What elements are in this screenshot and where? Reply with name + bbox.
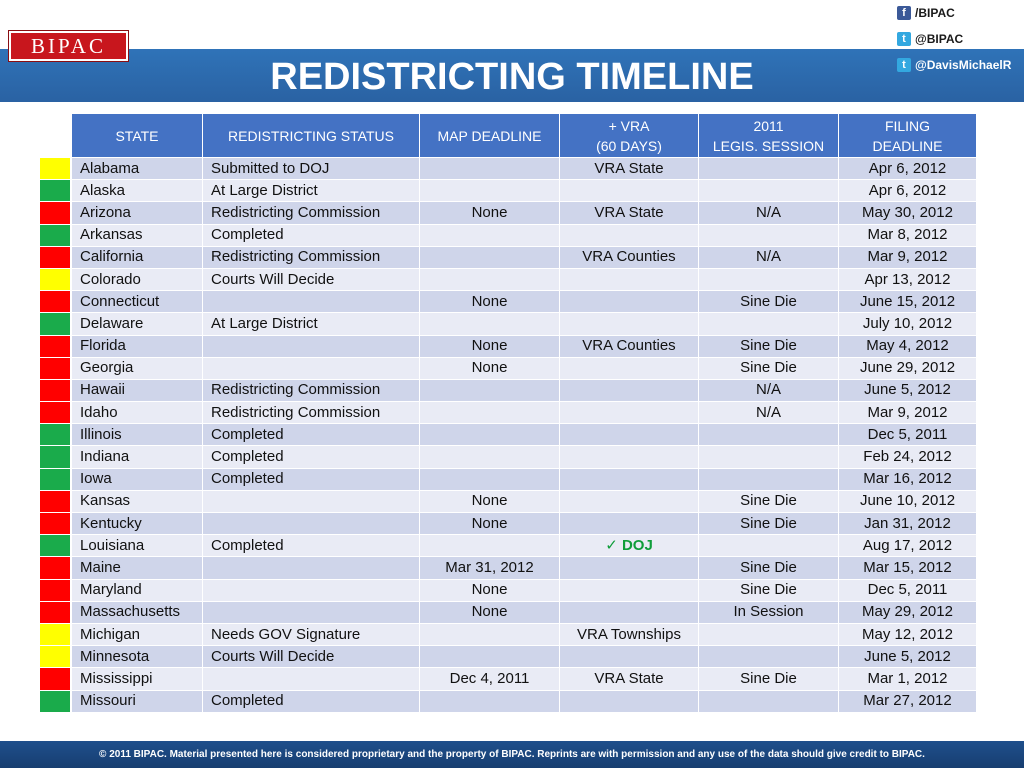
status-indicator-green — [40, 313, 70, 335]
cell-map-deadline — [420, 690, 560, 712]
cell-map-deadline — [420, 180, 560, 202]
cell-vra — [560, 313, 699, 335]
footer-copyright: © 2011 BIPAC. Material presented here is considered proprietary and the property of BIPAC. Reprints are with permission and any use of the data should give credit to BIPAC. — [0, 741, 1024, 768]
status-indicator-column — [40, 158, 70, 713]
cell-map-deadline — [420, 268, 560, 290]
cell-state: Hawaii — [72, 379, 203, 401]
cell-state: Colorado — [72, 268, 203, 290]
cell-filing-deadline: Mar 16, 2012 — [839, 468, 977, 490]
cell-map-deadline: None — [420, 291, 560, 313]
cell-state: Connecticut — [72, 291, 203, 313]
header-filing-line1: FILING — [884, 117, 931, 134]
cell-legis-session: Sine Die — [699, 557, 839, 579]
table-row — [72, 579, 977, 601]
cell-state: Georgia — [72, 357, 203, 379]
status-indicator-green — [40, 446, 70, 468]
status-indicator-red — [40, 358, 70, 380]
header-filing-line2: DEADLINE — [872, 137, 943, 154]
status-indicator-red — [40, 402, 70, 424]
cell-legis-session — [699, 646, 839, 668]
status-indicator-green — [40, 424, 70, 446]
social-facebook-label: /BIPAC — [915, 6, 955, 20]
social-facebook[interactable] — [897, 4, 955, 22]
cell-filing-deadline: Mar 9, 2012 — [839, 246, 977, 268]
status-indicator-red — [40, 668, 70, 690]
cell-legis-session — [699, 180, 839, 202]
cell-filing-deadline: Aug 17, 2012 — [839, 535, 977, 557]
cell-filing-deadline: Dec 5, 2011 — [839, 579, 977, 601]
table-row — [72, 335, 977, 357]
table-row — [72, 158, 977, 180]
table-row — [72, 535, 977, 557]
cell-map-deadline — [420, 468, 560, 490]
cell-legis-session: Sine Die — [699, 513, 839, 535]
cell-status: Completed — [203, 468, 420, 490]
status-indicator-green — [40, 691, 70, 713]
cell-status — [203, 557, 420, 579]
header-status: REDISTRICTING STATUS — [203, 114, 420, 158]
cell-legis-session — [699, 468, 839, 490]
table-row — [72, 379, 977, 401]
cell-status — [203, 490, 420, 512]
table-row — [72, 424, 977, 446]
cell-status: Completed — [203, 446, 420, 468]
cell-vra — [560, 402, 699, 424]
cell-state: Maryland — [72, 579, 203, 601]
cell-filing-deadline: Dec 5, 2011 — [839, 424, 977, 446]
cell-state: Missouri — [72, 690, 203, 712]
cell-state: Kansas — [72, 490, 203, 512]
cell-legis-session — [699, 313, 839, 335]
cell-status — [203, 335, 420, 357]
status-indicator-red — [40, 291, 70, 313]
cell-filing-deadline: May 30, 2012 — [839, 202, 977, 224]
cell-map-deadline: None — [420, 357, 560, 379]
cell-legis-session — [699, 446, 839, 468]
cell-legis-session — [699, 690, 839, 712]
status-indicator-red — [40, 557, 70, 579]
cell-vra — [560, 224, 699, 246]
cell-vra — [560, 490, 699, 512]
cell-filing-deadline: May 29, 2012 — [839, 601, 977, 623]
header-filing-deadline — [839, 114, 977, 158]
cell-filing-deadline: Mar 15, 2012 — [839, 557, 977, 579]
cell-legis-session — [699, 158, 839, 180]
table-row — [72, 668, 977, 690]
cell-state: Alabama — [72, 158, 203, 180]
cell-state: Kentucky — [72, 513, 203, 535]
cell-state: Louisiana — [72, 535, 203, 557]
cell-state: Arkansas — [72, 224, 203, 246]
cell-legis-session — [699, 424, 839, 446]
status-indicator-green — [40, 535, 70, 557]
cell-filing-deadline: Mar 9, 2012 — [839, 402, 977, 424]
status-indicator-green — [40, 225, 70, 247]
cell-legis-session — [699, 224, 839, 246]
cell-status: Completed — [203, 690, 420, 712]
twitter-icon: t — [897, 32, 911, 46]
cell-filing-deadline: May 12, 2012 — [839, 623, 977, 645]
table-row — [72, 246, 977, 268]
cell-map-deadline — [420, 379, 560, 401]
cell-vra — [560, 180, 699, 202]
status-indicator-red — [40, 336, 70, 358]
cell-map-deadline — [420, 313, 560, 335]
page-title: REDISTRICTING TIMELINE — [270, 56, 754, 98]
table-row — [72, 268, 977, 290]
status-indicator-yellow — [40, 269, 70, 291]
table-row — [72, 557, 977, 579]
cell-vra — [560, 268, 699, 290]
cell-legis-session: N/A — [699, 246, 839, 268]
cell-vra — [560, 513, 699, 535]
cell-legis-session — [699, 623, 839, 645]
cell-filing-deadline: June 10, 2012 — [839, 490, 977, 512]
bipac-logo: BIPAC — [9, 31, 128, 61]
social-twitter-davis[interactable] — [897, 56, 1011, 74]
cell-status: At Large District — [203, 180, 420, 202]
cell-map-deadline — [420, 246, 560, 268]
status-indicator-red — [40, 202, 70, 224]
cell-vra — [560, 357, 699, 379]
table-header-row — [72, 114, 977, 158]
cell-status: Completed — [203, 224, 420, 246]
cell-vra — [560, 291, 699, 313]
cell-state: Michigan — [72, 623, 203, 645]
cell-vra — [560, 424, 699, 446]
cell-vra — [560, 690, 699, 712]
cell-status — [203, 513, 420, 535]
cell-legis-session: N/A — [699, 402, 839, 424]
table-row — [72, 490, 977, 512]
table-row — [72, 690, 977, 712]
status-indicator-green — [40, 469, 70, 491]
header-state: STATE — [72, 114, 203, 158]
cell-legis-session: Sine Die — [699, 668, 839, 690]
cell-status: Redistricting Commission — [203, 379, 420, 401]
cell-filing-deadline: May 4, 2012 — [839, 335, 977, 357]
table-row — [72, 224, 977, 246]
cell-status — [203, 291, 420, 313]
cell-legis-session: Sine Die — [699, 579, 839, 601]
cell-state: Iowa — [72, 468, 203, 490]
cell-vra: VRA Counties — [560, 246, 699, 268]
table-row — [72, 601, 977, 623]
cell-vra — [560, 601, 699, 623]
cell-vra: ✓ DOJ — [560, 535, 699, 557]
status-indicator-yellow — [40, 158, 70, 180]
status-indicator-yellow — [40, 624, 70, 646]
cell-filing-deadline: Apr 13, 2012 — [839, 268, 977, 290]
cell-legis-session: In Session — [699, 601, 839, 623]
cell-state: Alaska — [72, 180, 203, 202]
cell-map-deadline — [420, 446, 560, 468]
table-row — [72, 180, 977, 202]
cell-filing-deadline: Mar 1, 2012 — [839, 668, 977, 690]
status-indicator-red — [40, 380, 70, 402]
cell-map-deadline — [420, 535, 560, 557]
header-vra-line2: (60 DAYS) — [596, 137, 662, 154]
cell-vra: VRA State — [560, 158, 699, 180]
cell-state: Delaware — [72, 313, 203, 335]
header-vra-line1: + VRA — [608, 117, 650, 134]
cell-state: Massachusetts — [72, 601, 203, 623]
cell-map-deadline: Dec 4, 2011 — [420, 668, 560, 690]
cell-map-deadline — [420, 646, 560, 668]
cell-state: Arizona — [72, 202, 203, 224]
cell-status — [203, 579, 420, 601]
cell-filing-deadline: July 10, 2012 — [839, 313, 977, 335]
cell-filing-deadline: June 29, 2012 — [839, 357, 977, 379]
cell-legis-session: Sine Die — [699, 357, 839, 379]
cell-filing-deadline: Mar 27, 2012 — [839, 690, 977, 712]
cell-vra: VRA State — [560, 668, 699, 690]
cell-map-deadline — [420, 402, 560, 424]
cell-status — [203, 668, 420, 690]
header-session-line2: LEGIS. SESSION — [712, 137, 825, 154]
cell-legis-session: N/A — [699, 202, 839, 224]
cell-status: Submitted to DOJ — [203, 158, 420, 180]
table-row — [72, 291, 977, 313]
header-session-line1: 2011 — [753, 117, 784, 134]
cell-legis-session: Sine Die — [699, 490, 839, 512]
cell-status: Needs GOV Signature — [203, 623, 420, 645]
cell-state: Minnesota — [72, 646, 203, 668]
cell-filing-deadline: June 5, 2012 — [839, 379, 977, 401]
cell-status: Redistricting Commission — [203, 402, 420, 424]
cell-filing-deadline: June 15, 2012 — [839, 291, 977, 313]
cell-status: Courts Will Decide — [203, 268, 420, 290]
social-twitter-bipac-label: @BIPAC — [915, 32, 964, 46]
status-indicator-red — [40, 247, 70, 269]
cell-state: Illinois — [72, 424, 203, 446]
cell-state: Mississippi — [72, 668, 203, 690]
cell-map-deadline: None — [420, 490, 560, 512]
facebook-icon: f — [897, 6, 911, 20]
cell-map-deadline: None — [420, 335, 560, 357]
cell-legis-session: Sine Die — [699, 335, 839, 357]
cell-filing-deadline: Mar 8, 2012 — [839, 224, 977, 246]
table-row — [72, 623, 977, 645]
cell-map-deadline: None — [420, 601, 560, 623]
header-vra — [560, 114, 699, 158]
status-indicator-red — [40, 580, 70, 602]
cell-legis-session: Sine Die — [699, 291, 839, 313]
cell-legis-session — [699, 268, 839, 290]
cell-vra — [560, 646, 699, 668]
status-indicator-red — [40, 513, 70, 535]
social-twitter-bipac[interactable] — [897, 30, 963, 48]
cell-status: Redistricting Commission — [203, 246, 420, 268]
cell-status: Redistricting Commission — [203, 202, 420, 224]
cell-filing-deadline: Apr 6, 2012 — [839, 158, 977, 180]
cell-vra — [560, 379, 699, 401]
cell-status — [203, 601, 420, 623]
cell-state: Maine — [72, 557, 203, 579]
table-row — [72, 513, 977, 535]
table-row — [72, 313, 977, 335]
cell-status: Completed — [203, 535, 420, 557]
cell-legis-session: N/A — [699, 379, 839, 401]
cell-status: Completed — [203, 424, 420, 446]
header-map-deadline: MAP DEADLINE — [420, 114, 560, 158]
cell-filing-deadline: Feb 24, 2012 — [839, 446, 977, 468]
header-legis-session — [699, 114, 839, 158]
status-indicator-yellow — [40, 646, 70, 668]
table-row — [72, 468, 977, 490]
cell-filing-deadline: Jan 31, 2012 — [839, 513, 977, 535]
table-row — [72, 402, 977, 424]
table-row — [72, 646, 977, 668]
status-indicator-red — [40, 602, 70, 624]
twitter-icon: t — [897, 58, 911, 72]
cell-state: Indiana — [72, 446, 203, 468]
cell-vra: VRA Townships — [560, 623, 699, 645]
cell-map-deadline: None — [420, 513, 560, 535]
cell-state: California — [72, 246, 203, 268]
table-row — [72, 202, 977, 224]
cell-map-deadline — [420, 623, 560, 645]
cell-legis-session — [699, 535, 839, 557]
cell-status: At Large District — [203, 313, 420, 335]
table-row — [72, 446, 977, 468]
cell-map-deadline: None — [420, 202, 560, 224]
cell-filing-deadline: Apr 6, 2012 — [839, 180, 977, 202]
redistricting-table — [71, 113, 977, 713]
status-indicator-green — [40, 180, 70, 202]
cell-map-deadline — [420, 424, 560, 446]
cell-map-deadline: None — [420, 579, 560, 601]
cell-state: Idaho — [72, 402, 203, 424]
cell-vra — [560, 468, 699, 490]
cell-status: Courts Will Decide — [203, 646, 420, 668]
cell-vra — [560, 446, 699, 468]
cell-map-deadline: Mar 31, 2012 — [420, 557, 560, 579]
cell-state: Florida — [72, 335, 203, 357]
cell-vra — [560, 579, 699, 601]
cell-map-deadline — [420, 224, 560, 246]
social-twitter-davis-label: @DavisMichaelR — [915, 58, 1012, 72]
cell-filing-deadline: June 5, 2012 — [839, 646, 977, 668]
status-indicator-red — [40, 491, 70, 513]
cell-vra — [560, 557, 699, 579]
cell-vra: VRA Counties — [560, 335, 699, 357]
cell-status — [203, 357, 420, 379]
cell-map-deadline — [420, 158, 560, 180]
cell-vra: VRA State — [560, 202, 699, 224]
table-row — [72, 357, 977, 379]
